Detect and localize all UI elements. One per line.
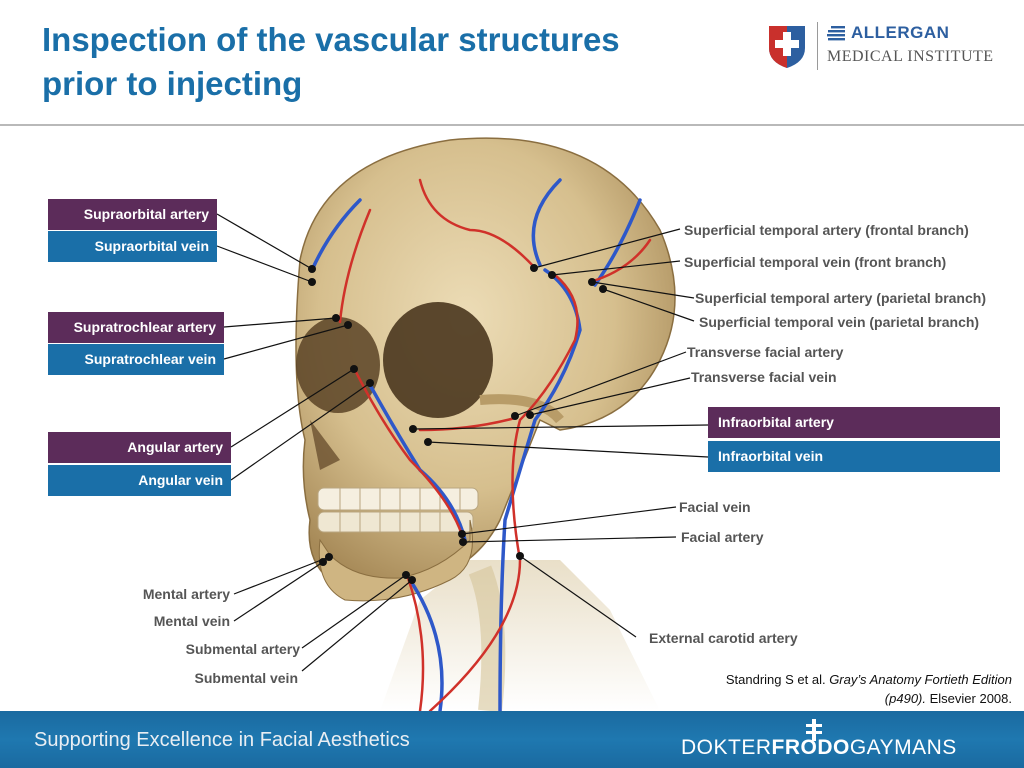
- label-mental-artery: Mental artery: [142, 586, 230, 602]
- label-angular-artery: Angular artery: [48, 432, 231, 463]
- label-sup-temporal-artery-parietal: Superficial temporal artery (parietal branch): [695, 290, 986, 306]
- label-transverse-facial-artery: Transverse facial artery: [687, 344, 844, 360]
- citation: [712, 670, 1012, 708]
- label-facial-artery: Facial artery: [681, 529, 764, 545]
- logo-brand-line1: ALLERGAN: [851, 23, 950, 42]
- label-mental-vein: Mental vein: [153, 613, 230, 629]
- citation-author: Standring S et al.: [725, 672, 830, 687]
- footer-brand-c: GAYMANS: [849, 736, 957, 759]
- label-supraorbital-artery: Supraorbital artery: [48, 199, 217, 230]
- label-submental-vein: Submental vein: [194, 670, 298, 686]
- label-supratrochlear-artery: Supratrochlear artery: [48, 312, 224, 343]
- footer-brand: [681, 736, 957, 760]
- label-sup-temporal-vein-front: Superficial temporal vein (front branch): [684, 254, 947, 270]
- label-transverse-facial-vein: Transverse facial vein: [691, 369, 837, 385]
- footer-brand-b: FRODO: [771, 736, 850, 759]
- slide-title-line1: Inspection of the vascular structures: [42, 21, 620, 58]
- footer-brand-a: DOKTER: [681, 736, 772, 759]
- label-external-carotid-artery: External carotid artery: [649, 630, 798, 646]
- label-infraorbital-artery: Infraorbital artery: [708, 407, 1000, 438]
- label-sup-temporal-vein-parietal: Superficial temporal vein (parietal branch): [699, 314, 980, 330]
- footer-tagline: Supporting Excellence in Facial Aesthetics: [34, 729, 410, 751]
- label-facial-vein: Facial vein: [679, 499, 751, 515]
- citation-publisher: Elsevier 2008.: [926, 691, 1012, 706]
- label-supraorbital-vein: Supraorbital vein: [48, 231, 217, 262]
- logo-brand-line2: MEDICAL INSTITUTE: [827, 48, 994, 65]
- footer-bar: [0, 711, 1024, 768]
- label-infraorbital-vein: Infraorbital vein: [708, 441, 1000, 472]
- citation-title: Gray’s Anatomy Fortieth Edition (p490).: [829, 672, 1012, 706]
- label-sup-temporal-artery-frontal: Superficial temporal artery (frontal branch): [684, 222, 969, 238]
- label-angular-vein: Angular vein: [48, 465, 231, 496]
- label-supratrochlear-vein: Supratrochlear vein: [48, 344, 224, 375]
- slide-title-line2: prior to injecting: [42, 65, 303, 102]
- label-submental-artery: Submental artery: [185, 641, 300, 657]
